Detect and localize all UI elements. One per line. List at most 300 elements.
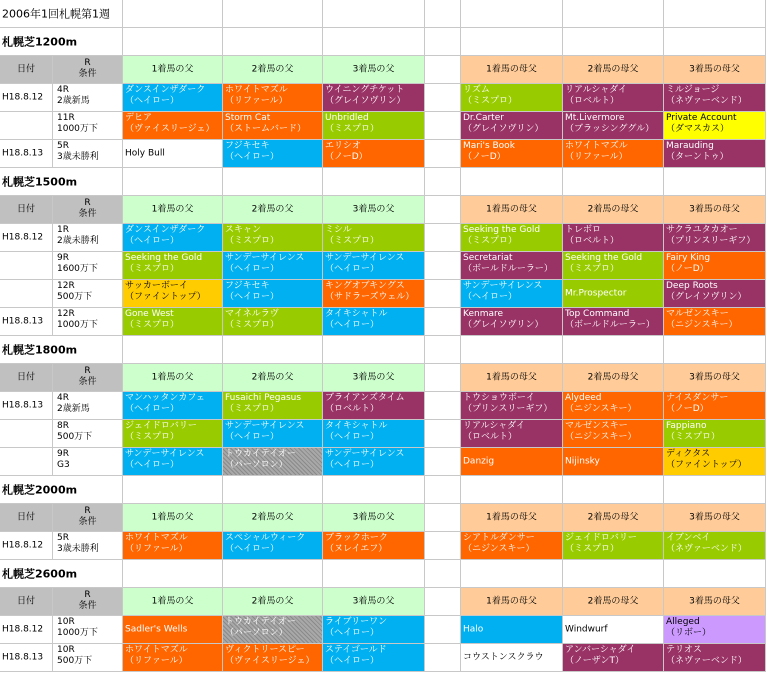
damsire-line: （ロベルト） bbox=[463, 432, 518, 442]
damsire-name: ミルジョージ bbox=[666, 85, 720, 95]
sire-line: （リファール） bbox=[225, 96, 288, 106]
header-race[interactable] bbox=[53, 504, 123, 532]
sire-name: トウカイテイオー bbox=[225, 449, 296, 459]
damsire-cell[interactable] bbox=[563, 448, 664, 476]
empty-cell[interactable] bbox=[123, 476, 223, 504]
sire-name: ジェイドロバリー bbox=[125, 421, 197, 431]
sire-line: （ヘイロー） bbox=[325, 628, 380, 638]
header-sire-3[interactable] bbox=[323, 364, 425, 392]
section-title-cell[interactable] bbox=[0, 28, 123, 56]
sire-cell[interactable] bbox=[123, 252, 223, 280]
empty-cell[interactable] bbox=[425, 504, 461, 532]
sire-line: （ヘイロー） bbox=[225, 544, 280, 554]
damsire-name: Deep Roots bbox=[666, 281, 718, 291]
race-date[interactable] bbox=[0, 308, 53, 336]
empty-cell[interactable] bbox=[461, 560, 563, 588]
race-date-text: H18.8.12 bbox=[2, 92, 44, 102]
empty-cell[interactable] bbox=[123, 336, 223, 364]
sire-cell[interactable] bbox=[223, 140, 323, 168]
sire-name: Fusaichi Pegasus bbox=[225, 393, 302, 403]
race-info[interactable] bbox=[53, 644, 123, 672]
damsire-cell[interactable] bbox=[664, 84, 766, 112]
sire-name: マンハッタンカフェ bbox=[125, 393, 205, 403]
damsire-name: コウストンスクラウ bbox=[463, 652, 544, 662]
sire-name: サンデーサイレンス bbox=[125, 449, 205, 459]
race-number: 12R bbox=[57, 281, 75, 291]
damsire-cell[interactable] bbox=[664, 224, 766, 252]
damsire-cell[interactable] bbox=[461, 280, 563, 308]
damsire-cell[interactable] bbox=[664, 616, 766, 644]
race-date[interactable] bbox=[0, 420, 53, 448]
header-sire-label: 1着馬の父 bbox=[151, 372, 194, 382]
empty-cell[interactable] bbox=[425, 336, 461, 364]
empty-cell[interactable] bbox=[425, 140, 461, 168]
sire-cell[interactable] bbox=[123, 420, 223, 448]
header-date[interactable] bbox=[0, 364, 53, 392]
race-date[interactable] bbox=[0, 448, 53, 476]
damsire-cell[interactable] bbox=[461, 392, 563, 420]
header-race[interactable] bbox=[53, 196, 123, 224]
damsire-cell[interactable] bbox=[563, 112, 664, 140]
damsire-cell[interactable] bbox=[664, 532, 766, 560]
damsire-cell[interactable] bbox=[563, 532, 664, 560]
race-info[interactable] bbox=[53, 84, 123, 112]
header-damsire-2[interactable] bbox=[563, 56, 664, 84]
damsire-line: （ノーザンT） bbox=[565, 656, 625, 666]
sire-cell[interactable] bbox=[223, 224, 323, 252]
sire-line: （ヘイロー） bbox=[325, 460, 380, 470]
damsire-line: （ネヴァーベンド） bbox=[666, 544, 747, 554]
empty-cell[interactable] bbox=[425, 28, 461, 56]
sire-line: （ロベルト） bbox=[325, 404, 380, 414]
damsire-cell[interactable] bbox=[563, 224, 664, 252]
damsire-name: Alydeed bbox=[565, 393, 602, 403]
sire-line: （パーソロン） bbox=[225, 460, 288, 470]
race-info[interactable] bbox=[53, 280, 123, 308]
empty-cell[interactable] bbox=[563, 168, 664, 196]
header-date[interactable] bbox=[0, 56, 53, 84]
sire-cell[interactable] bbox=[323, 532, 425, 560]
race-date[interactable] bbox=[0, 616, 53, 644]
empty-cell[interactable] bbox=[664, 0, 766, 28]
sire-cell[interactable] bbox=[123, 616, 223, 644]
empty-cell[interactable] bbox=[664, 560, 766, 588]
race-info[interactable] bbox=[53, 448, 123, 476]
empty-cell[interactable] bbox=[425, 392, 461, 420]
race-date[interactable] bbox=[0, 252, 53, 280]
header-sire-label: 3着馬の父 bbox=[352, 64, 395, 74]
header-race-cond: 条件 bbox=[78, 601, 97, 611]
race-date[interactable] bbox=[0, 140, 53, 168]
sire-line: （パーソロン） bbox=[225, 628, 288, 638]
header-damsire-3[interactable] bbox=[664, 588, 766, 616]
header-sire-label: 3着馬の父 bbox=[352, 512, 395, 522]
sire-name: サッカーボーイ bbox=[125, 281, 188, 291]
sire-cell[interactable] bbox=[123, 112, 223, 140]
sire-cell[interactable] bbox=[223, 84, 323, 112]
race-condition: 2歳新馬 bbox=[57, 404, 90, 414]
header-sire-2[interactable] bbox=[223, 588, 323, 616]
sire-name: フジキセキ bbox=[225, 141, 270, 151]
header-damsire-2[interactable] bbox=[563, 588, 664, 616]
sire-name: マイネルラヴ bbox=[225, 309, 279, 319]
damsire-cell[interactable] bbox=[563, 644, 664, 672]
empty-cell[interactable] bbox=[425, 280, 461, 308]
empty-cell[interactable] bbox=[223, 476, 323, 504]
header-sire-1[interactable] bbox=[123, 364, 223, 392]
sire-cell[interactable] bbox=[123, 644, 223, 672]
header-date-label: 日付 bbox=[16, 64, 35, 74]
damsire-cell[interactable] bbox=[664, 140, 766, 168]
empty-cell[interactable] bbox=[563, 0, 664, 28]
header-sire-label: 3着馬の父 bbox=[352, 372, 395, 382]
header-sire-3[interactable] bbox=[323, 588, 425, 616]
sire-cell[interactable] bbox=[223, 644, 323, 672]
damsire-cell[interactable] bbox=[563, 140, 664, 168]
sire-cell[interactable] bbox=[223, 420, 323, 448]
damsire-name: Top Command bbox=[565, 309, 630, 319]
empty-cell[interactable] bbox=[223, 28, 323, 56]
sire-cell[interactable] bbox=[123, 224, 223, 252]
sire-line: （ヘイロー） bbox=[125, 96, 180, 106]
header-damsire-3[interactable] bbox=[664, 504, 766, 532]
header-date[interactable] bbox=[0, 588, 53, 616]
sire-cell[interactable] bbox=[223, 532, 323, 560]
header-sire-2[interactable] bbox=[223, 196, 323, 224]
sire-name: サンデーサイレンス bbox=[325, 253, 405, 263]
header-sire-2[interactable] bbox=[223, 364, 323, 392]
damsire-cell[interactable] bbox=[664, 112, 766, 140]
damsire-cell[interactable] bbox=[563, 252, 664, 280]
sire-cell[interactable] bbox=[323, 252, 425, 280]
sire-cell[interactable] bbox=[323, 644, 425, 672]
section-title-cell[interactable] bbox=[0, 476, 123, 504]
sire-cell[interactable] bbox=[123, 448, 223, 476]
header-damsire-label: 3着馬の母父 bbox=[689, 204, 740, 214]
empty-cell[interactable] bbox=[664, 28, 766, 56]
header-sire-2[interactable] bbox=[223, 56, 323, 84]
damsire-cell[interactable] bbox=[664, 252, 766, 280]
sire-line: （ミスプロ） bbox=[325, 124, 380, 134]
empty-cell[interactable] bbox=[563, 476, 664, 504]
race-condition: 1000万下 bbox=[57, 320, 98, 330]
race-number: 5R bbox=[57, 533, 69, 543]
damsire-name: イブンベイ bbox=[666, 533, 711, 543]
empty-cell[interactable] bbox=[425, 616, 461, 644]
damsire-cell[interactable] bbox=[461, 644, 563, 672]
header-damsire-1[interactable] bbox=[461, 588, 563, 616]
sire-cell[interactable] bbox=[323, 308, 425, 336]
empty-cell[interactable] bbox=[563, 560, 664, 588]
damsire-line: （プリンスリーギフ） bbox=[463, 404, 553, 414]
section-title-cell[interactable] bbox=[0, 168, 123, 196]
race-date[interactable] bbox=[0, 644, 53, 672]
sire-line: （ヘイロー） bbox=[325, 320, 380, 330]
sire-cell[interactable] bbox=[123, 532, 223, 560]
sire-line: （グレイソヴリン） bbox=[325, 96, 406, 106]
damsire-cell[interactable] bbox=[664, 420, 766, 448]
race-number: 1R bbox=[57, 225, 69, 235]
race-date[interactable] bbox=[0, 392, 53, 420]
sire-cell[interactable] bbox=[223, 392, 323, 420]
sire-cell[interactable] bbox=[223, 308, 323, 336]
sire-cell[interactable] bbox=[123, 392, 223, 420]
empty-cell[interactable] bbox=[425, 532, 461, 560]
header-sire-label: 1着馬の父 bbox=[151, 596, 194, 606]
damsire-cell[interactable] bbox=[563, 308, 664, 336]
header-damsire-1[interactable] bbox=[461, 364, 563, 392]
empty-cell[interactable] bbox=[425, 448, 461, 476]
sire-cell[interactable] bbox=[323, 140, 425, 168]
sire-cell[interactable] bbox=[223, 112, 323, 140]
empty-cell[interactable] bbox=[425, 308, 461, 336]
empty-cell[interactable] bbox=[425, 560, 461, 588]
damsire-cell[interactable] bbox=[563, 420, 664, 448]
empty-cell[interactable] bbox=[425, 588, 461, 616]
damsire-cell[interactable] bbox=[563, 280, 664, 308]
empty-cell[interactable] bbox=[223, 336, 323, 364]
empty-cell[interactable] bbox=[323, 0, 425, 28]
header-sire-label: 2着馬の父 bbox=[251, 372, 294, 382]
race-number: 5R bbox=[57, 141, 69, 151]
empty-cell[interactable] bbox=[563, 336, 664, 364]
header-damsire-1[interactable] bbox=[461, 56, 563, 84]
empty-cell[interactable] bbox=[123, 28, 223, 56]
sire-cell[interactable] bbox=[223, 252, 323, 280]
header-sire-label: 3着馬の父 bbox=[352, 204, 395, 214]
header-damsire-label: 1着馬の母父 bbox=[486, 64, 537, 74]
damsire-line: （リボー） bbox=[666, 628, 712, 638]
header-damsire-3[interactable] bbox=[664, 364, 766, 392]
empty-cell[interactable] bbox=[223, 168, 323, 196]
empty-cell[interactable] bbox=[461, 168, 563, 196]
empty-cell[interactable] bbox=[425, 644, 461, 672]
damsire-line: （ニジンスキー） bbox=[565, 404, 637, 414]
damsire-name: マルゼンスキー bbox=[565, 421, 628, 431]
damsire-name: Windwurf bbox=[565, 624, 608, 634]
empty-cell[interactable] bbox=[425, 252, 461, 280]
damsire-cell[interactable] bbox=[461, 224, 563, 252]
sire-name: ライブリーワン bbox=[325, 617, 388, 627]
header-date[interactable] bbox=[0, 504, 53, 532]
empty-cell[interactable] bbox=[323, 28, 425, 56]
empty-cell[interactable] bbox=[664, 168, 766, 196]
empty-cell[interactable] bbox=[461, 28, 563, 56]
race-number: 8R bbox=[57, 421, 69, 431]
damsire-cell[interactable] bbox=[563, 392, 664, 420]
header-damsire-2[interactable] bbox=[563, 364, 664, 392]
sire-line: （ミスプロ） bbox=[225, 320, 280, 330]
header-race[interactable] bbox=[53, 588, 123, 616]
empty-cell[interactable] bbox=[425, 112, 461, 140]
sire-line: （ヴァイスリージェ） bbox=[225, 656, 315, 666]
section-title-cell[interactable] bbox=[0, 336, 123, 364]
header-race[interactable] bbox=[53, 56, 123, 84]
damsire-cell[interactable] bbox=[664, 308, 766, 336]
empty-cell[interactable] bbox=[323, 476, 425, 504]
header-damsire-2[interactable] bbox=[563, 504, 664, 532]
damsire-cell[interactable] bbox=[461, 532, 563, 560]
empty-cell[interactable] bbox=[123, 0, 223, 28]
damsire-name: リズム bbox=[463, 85, 490, 95]
damsire-cell[interactable] bbox=[461, 84, 563, 112]
damsire-cell[interactable] bbox=[664, 280, 766, 308]
sire-line: （ミスプロ） bbox=[225, 404, 280, 414]
race-date[interactable] bbox=[0, 224, 53, 252]
damsire-name: リアルシャダイ bbox=[463, 421, 526, 431]
race-info[interactable] bbox=[53, 420, 123, 448]
damsire-name: Private Account bbox=[666, 113, 737, 123]
race-info[interactable] bbox=[53, 252, 123, 280]
empty-cell[interactable] bbox=[461, 476, 563, 504]
sire-cell[interactable] bbox=[323, 448, 425, 476]
sire-cell[interactable] bbox=[123, 280, 223, 308]
sire-name: フジキセキ bbox=[225, 281, 270, 291]
sire-cell[interactable] bbox=[323, 616, 425, 644]
empty-cell[interactable] bbox=[425, 224, 461, 252]
damsire-cell[interactable] bbox=[664, 644, 766, 672]
damsire-cell[interactable] bbox=[664, 392, 766, 420]
empty-cell[interactable] bbox=[425, 84, 461, 112]
damsire-cell[interactable] bbox=[461, 112, 563, 140]
race-condition: 1000万下 bbox=[57, 124, 98, 134]
race-info[interactable] bbox=[53, 616, 123, 644]
sire-cell[interactable] bbox=[123, 84, 223, 112]
empty-cell[interactable] bbox=[123, 560, 223, 588]
empty-cell[interactable] bbox=[323, 168, 425, 196]
header-sire-3[interactable] bbox=[323, 56, 425, 84]
empty-cell[interactable] bbox=[664, 476, 766, 504]
race-date[interactable] bbox=[0, 532, 53, 560]
damsire-cell[interactable] bbox=[461, 420, 563, 448]
damsire-cell[interactable] bbox=[461, 308, 563, 336]
race-date[interactable] bbox=[0, 84, 53, 112]
empty-cell[interactable] bbox=[323, 560, 425, 588]
damsire-line: （グレイソヴリン） bbox=[463, 124, 544, 134]
race-info[interactable] bbox=[53, 308, 123, 336]
damsire-cell[interactable] bbox=[563, 616, 664, 644]
header-damsire-1[interactable] bbox=[461, 504, 563, 532]
header-sire-1[interactable] bbox=[123, 588, 223, 616]
sire-cell[interactable] bbox=[323, 420, 425, 448]
damsire-name: ナイスダンサー bbox=[666, 393, 729, 403]
header-sire-1[interactable] bbox=[123, 56, 223, 84]
empty-cell[interactable] bbox=[563, 28, 664, 56]
section-title-cell[interactable] bbox=[0, 560, 123, 588]
race-date-text: H18.8.13 bbox=[2, 652, 44, 662]
sire-name: ミシル bbox=[325, 225, 352, 235]
race-info[interactable] bbox=[53, 140, 123, 168]
section-title: 札幌芝1200m bbox=[2, 35, 78, 48]
race-info[interactable] bbox=[53, 532, 123, 560]
sire-name: ホワイトマズル bbox=[125, 533, 188, 543]
empty-cell[interactable] bbox=[425, 420, 461, 448]
damsire-line: （ファイントップ） bbox=[666, 460, 747, 470]
empty-cell[interactable] bbox=[461, 336, 563, 364]
empty-cell[interactable] bbox=[323, 336, 425, 364]
race-info[interactable] bbox=[53, 224, 123, 252]
sire-name: Sadler's Wells bbox=[125, 624, 188, 634]
header-sire-2[interactable] bbox=[223, 504, 323, 532]
damsire-line: （ミスプロ） bbox=[666, 432, 721, 442]
empty-cell[interactable] bbox=[425, 56, 461, 84]
damsire-name: アンバーシャダイ bbox=[565, 645, 636, 655]
empty-cell[interactable] bbox=[425, 168, 461, 196]
sire-cell[interactable] bbox=[223, 616, 323, 644]
sire-name: ダンスインザダーク bbox=[125, 225, 206, 235]
header-date[interactable] bbox=[0, 196, 53, 224]
empty-cell[interactable] bbox=[425, 0, 461, 28]
header-sire-3[interactable] bbox=[323, 504, 425, 532]
damsire-cell[interactable] bbox=[563, 84, 664, 112]
sire-cell[interactable] bbox=[323, 280, 425, 308]
damsire-line: （グレイソヴリン） bbox=[463, 320, 544, 330]
sire-name: キングオブキングス bbox=[325, 281, 405, 291]
race-info[interactable] bbox=[53, 112, 123, 140]
empty-cell[interactable] bbox=[461, 0, 563, 28]
sire-cell[interactable] bbox=[123, 140, 223, 168]
header-damsire-3[interactable] bbox=[664, 56, 766, 84]
header-sire-1[interactable] bbox=[123, 504, 223, 532]
damsire-line: （ネヴァーベンド） bbox=[666, 96, 747, 106]
section-title: 札幌芝2000m bbox=[2, 483, 78, 496]
sire-line: （ヘイロー） bbox=[125, 236, 180, 246]
race-date[interactable] bbox=[0, 280, 53, 308]
sire-cell[interactable] bbox=[223, 280, 323, 308]
empty-cell[interactable] bbox=[425, 364, 461, 392]
empty-cell[interactable] bbox=[425, 196, 461, 224]
race-date[interactable] bbox=[0, 112, 53, 140]
sire-cell[interactable] bbox=[223, 448, 323, 476]
sire-cell[interactable] bbox=[123, 308, 223, 336]
damsire-line: （プリンスリーギフ） bbox=[666, 236, 756, 246]
damsire-cell[interactable] bbox=[461, 616, 563, 644]
race-info[interactable] bbox=[53, 392, 123, 420]
header-damsire-3[interactable] bbox=[664, 196, 766, 224]
header-damsire-2[interactable] bbox=[563, 196, 664, 224]
empty-cell[interactable] bbox=[123, 168, 223, 196]
header-sire-label: 1着馬の父 bbox=[151, 512, 194, 522]
sire-cell[interactable] bbox=[323, 84, 425, 112]
sheet-title-cell[interactable] bbox=[0, 0, 123, 28]
damsire-name: Halo bbox=[463, 624, 484, 634]
header-race[interactable] bbox=[53, 364, 123, 392]
damsire-name: Dr.Carter bbox=[463, 113, 504, 123]
sire-name: Unbridled bbox=[325, 113, 369, 123]
race-date-text: H18.8.13 bbox=[2, 148, 44, 158]
sire-cell[interactable] bbox=[323, 112, 425, 140]
header-sire-1[interactable] bbox=[123, 196, 223, 224]
damsire-cell[interactable] bbox=[461, 140, 563, 168]
damsire-name: Kenmare bbox=[463, 309, 504, 319]
race-number: 12R bbox=[57, 309, 75, 319]
header-race-cond: 条件 bbox=[78, 517, 97, 527]
sire-line: （ヘイロー） bbox=[225, 432, 280, 442]
empty-cell[interactable] bbox=[425, 476, 461, 504]
damsire-cell[interactable] bbox=[664, 448, 766, 476]
damsire-cell[interactable] bbox=[461, 252, 563, 280]
header-damsire-1[interactable] bbox=[461, 196, 563, 224]
sire-cell[interactable] bbox=[323, 224, 425, 252]
empty-cell[interactable] bbox=[223, 560, 323, 588]
empty-cell[interactable] bbox=[223, 0, 323, 28]
sire-name: トウカイテイオー bbox=[225, 617, 296, 627]
header-sire-label: 2着馬の父 bbox=[251, 204, 294, 214]
header-sire-3[interactable] bbox=[323, 196, 425, 224]
damsire-cell[interactable] bbox=[461, 448, 563, 476]
empty-cell[interactable] bbox=[664, 336, 766, 364]
sire-cell[interactable] bbox=[323, 392, 425, 420]
